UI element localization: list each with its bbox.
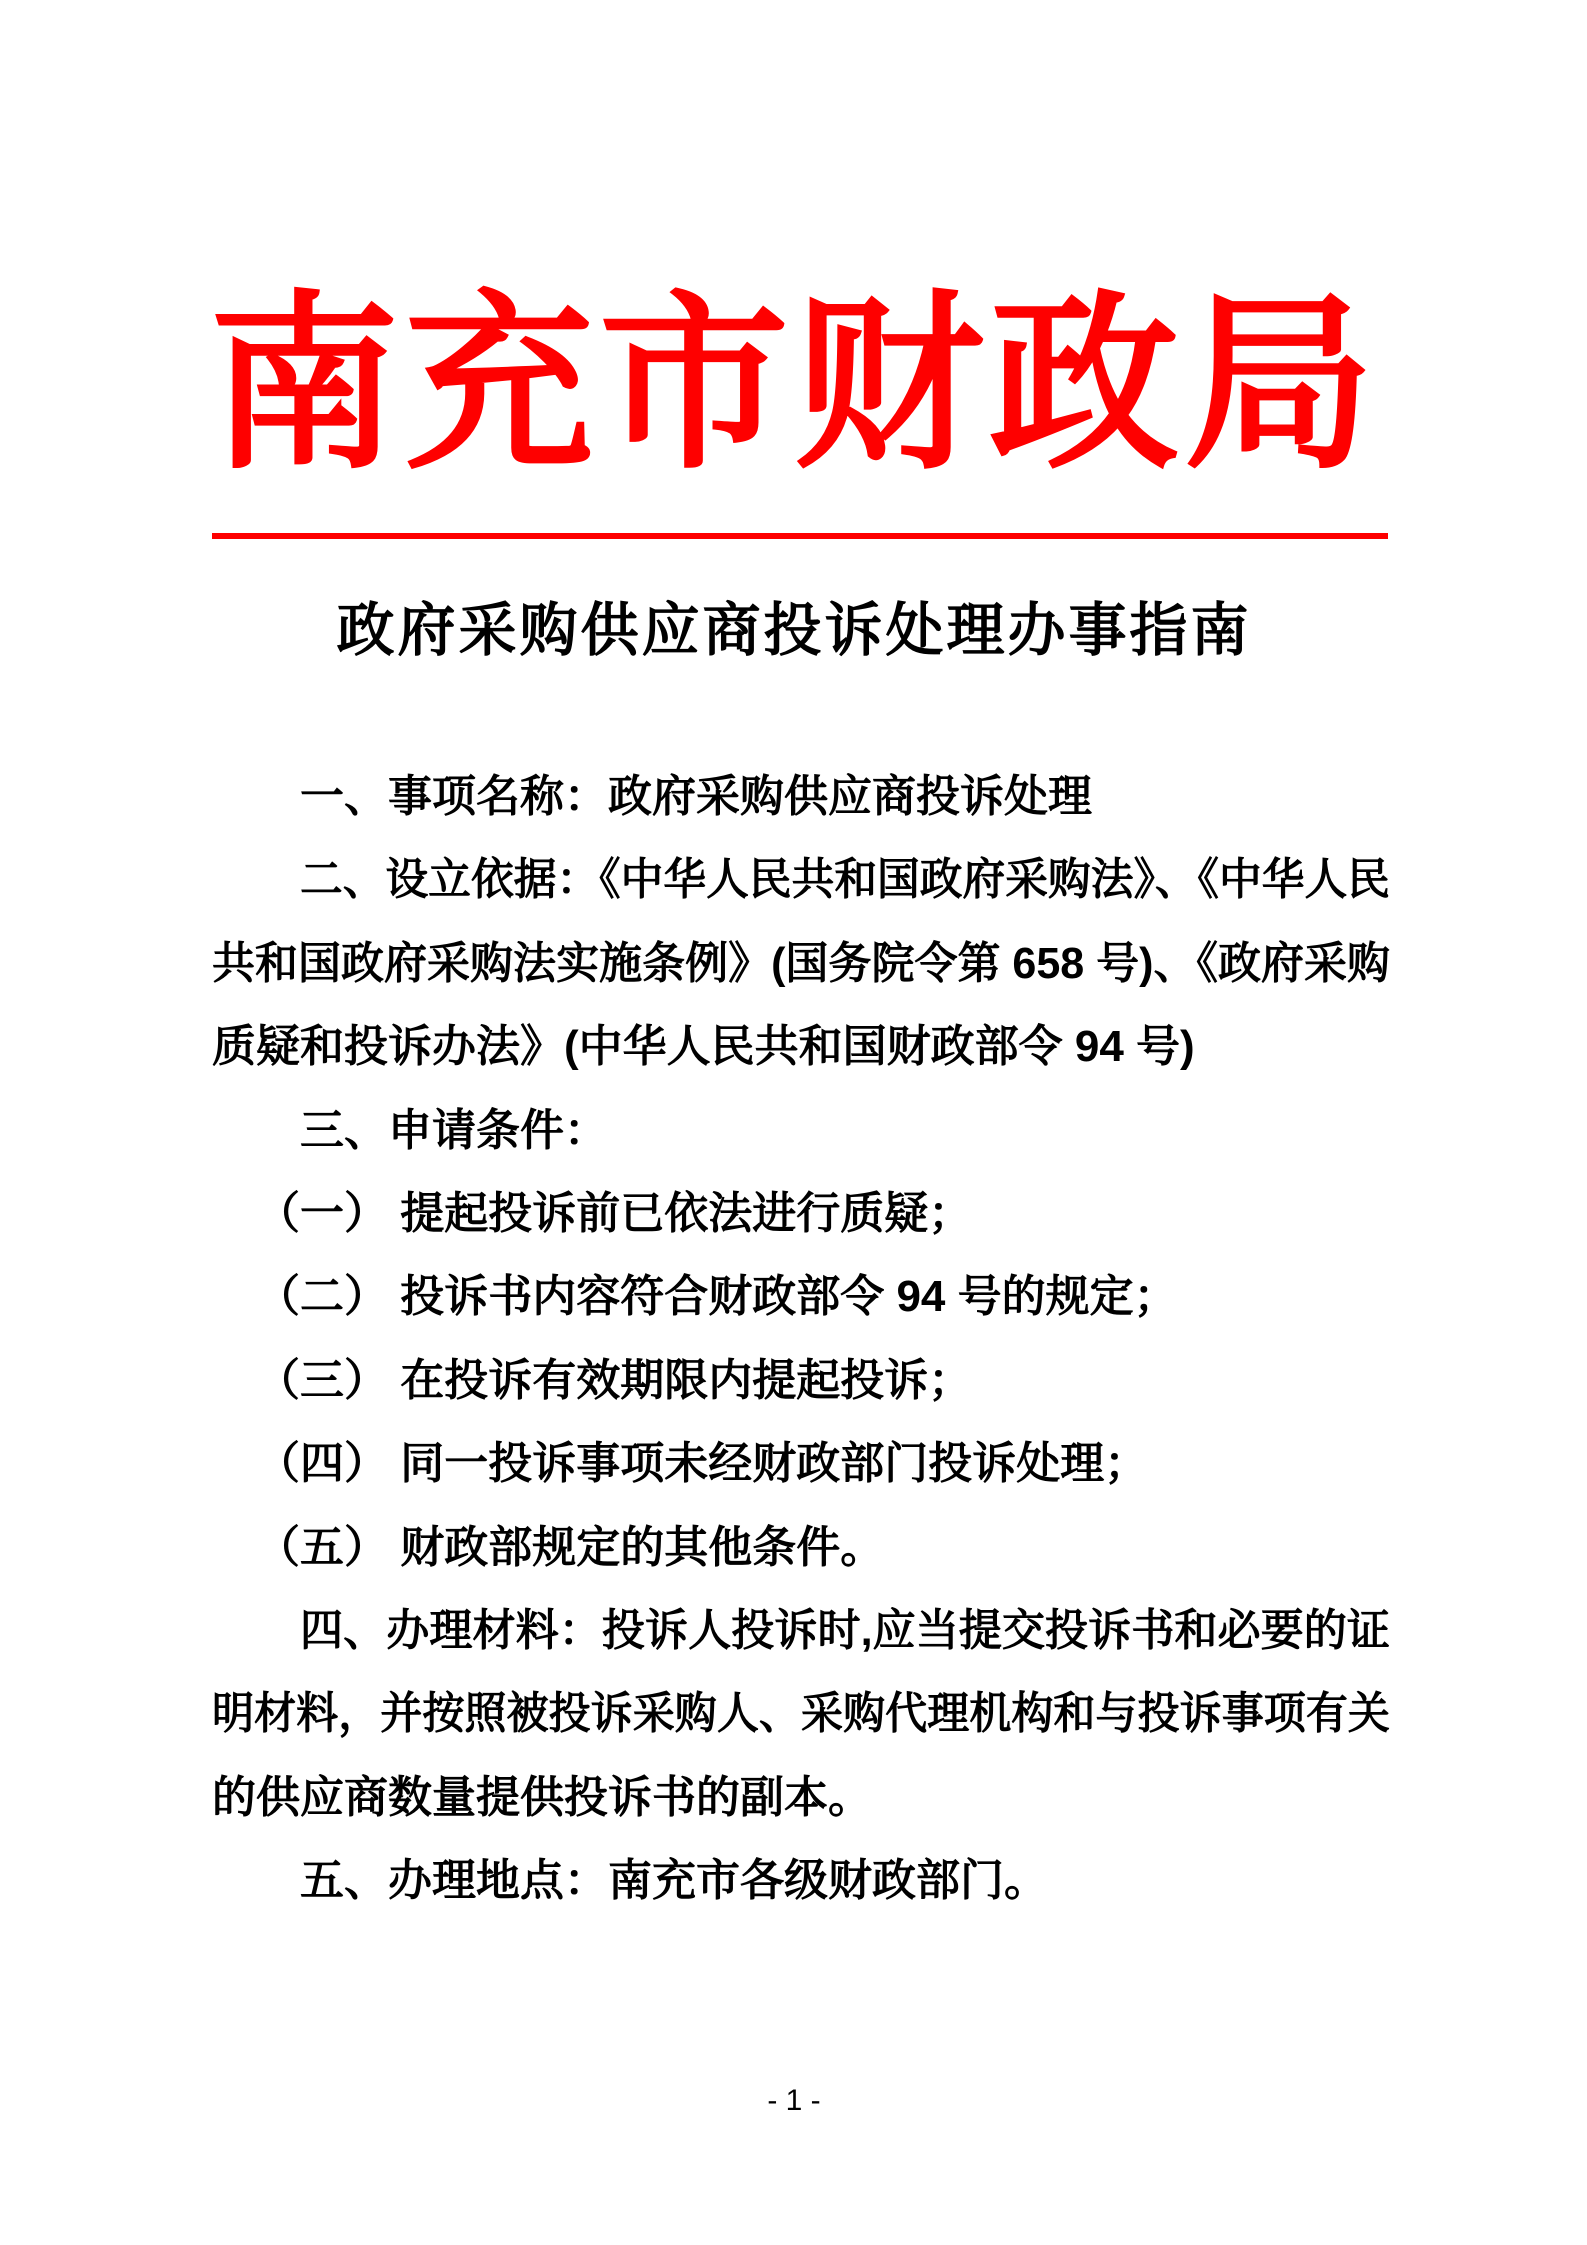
letterhead-separator-line: [212, 533, 1388, 539]
body-line-legal-basis-3: 质疑和投诉办法》(中华人民共和国财政部令 94 号): [212, 1022, 1195, 1072]
body-line-condition-2: （二） 投诉书内容符合财政部令 94 号的规定；: [256, 1272, 1178, 1322]
body-line-legal-basis-2: 共和国政府采购法实施条例》(国务院令第 658 号)、《政府采购: [212, 938, 1390, 988]
body-line-condition-3: （三） 在投诉有效期限内提起投诉；: [256, 1355, 973, 1405]
body-line-materials-1: 四、办理材料：投诉人投诉时,应当提交投诉书和必要的证: [300, 1605, 1390, 1655]
body-line-materials-2: 明材料，并按照被投诉采购人、采购代理机构和与投诉事项有关: [212, 1689, 1390, 1739]
body-line-legal-basis-1: 二、设立依据：《中华人民共和国政府采购法》、《中华人民: [300, 855, 1390, 905]
body-line-item-name: 一、事项名称：政府采购供应商投诉处理: [300, 772, 1092, 821]
body-line-materials-3: 的供应商数量提供投诉书的副本。: [212, 1772, 872, 1822]
body-line-condition-1: （一） 提起投诉前已依法进行质疑；: [256, 1188, 973, 1238]
body-line-application-conditions: 三、申请条件：: [300, 1105, 608, 1155]
page-number: - 1 -: [767, 2084, 821, 2117]
body-line-condition-5: （五） 财政部规定的其他条件。: [256, 1522, 885, 1572]
agency-letterhead-title: 南充市财政局: [208, 282, 1379, 492]
document-body: [212, 755, 1390, 1922]
body-line-condition-4: （四） 同一投诉事项未经财政部门投诉处理；: [256, 1439, 1149, 1489]
document-title: 政府采购供应商投诉处理办事指南: [336, 598, 1252, 663]
body-line-handling-location: 五、办理地点：南充市各级财政部门。: [300, 1856, 1048, 1906]
